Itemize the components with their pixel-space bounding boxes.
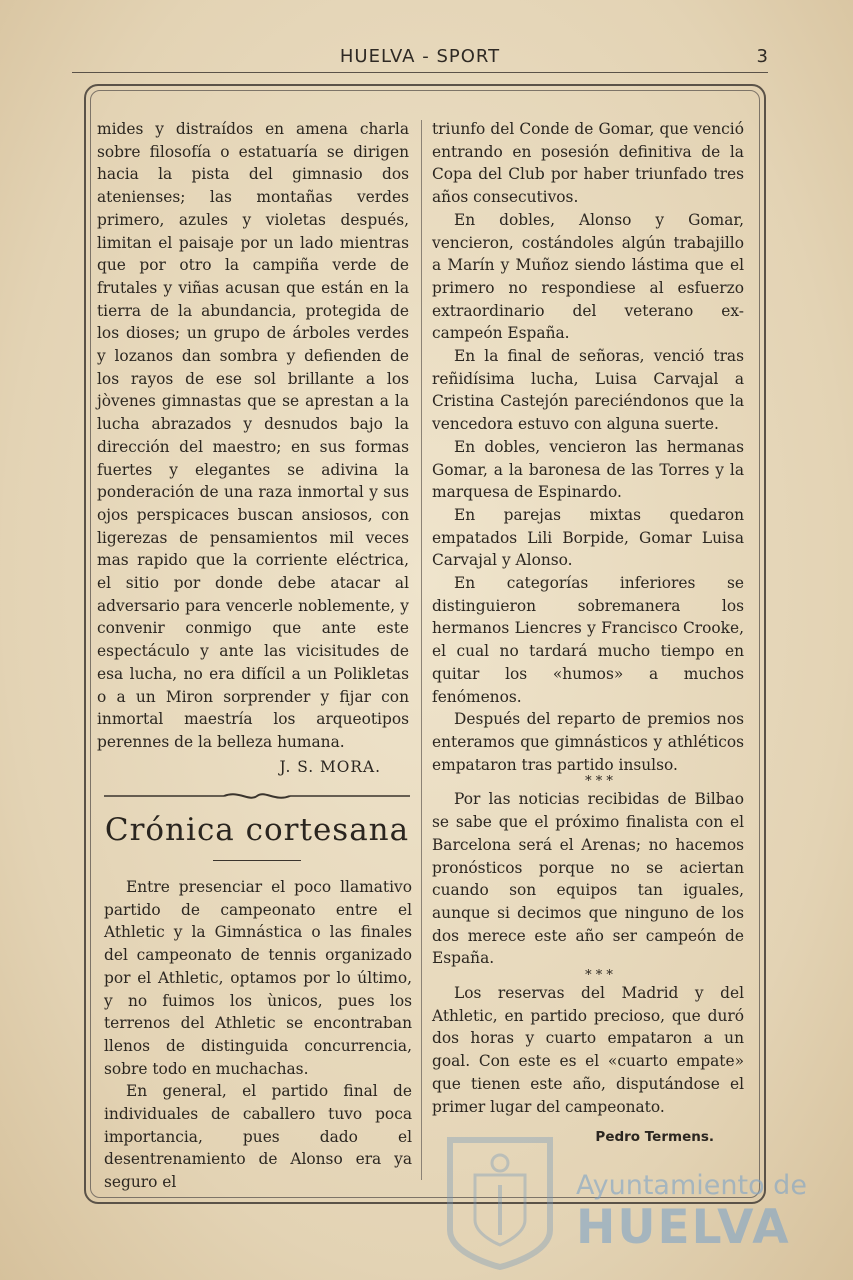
right-paragraph-7: Después del reparto de premios nos enteramos que gimnásticos y athléticos empataron tras partido insulso.: [432, 710, 744, 774]
ornamental-divider: [104, 788, 410, 804]
asterism-2: * * *: [585, 968, 613, 984]
section-body: [104, 876, 412, 1194]
right-paragraph-6: En categorías inferiores se distinguieron sobremanera los hermanos Liencres y Francisco Crooke, el cual no tardará mucho tiempo en quitar los «humos» a muchos fenómenos.: [432, 574, 744, 706]
column-divider: [421, 120, 422, 1180]
right-paragraph-8: Por las noticias recibidas de Bilbao se sabe que el próximo finalista con el Barcelona será el Arenas; no hacemos pronósticos porque no se aciertan cuando son equipos tan iguales, aunque si decimos que ninguno de los dos merece este año ser campeón de España.: [432, 790, 744, 968]
archive-stamp-icon: [445, 1135, 555, 1270]
left-column: [97, 118, 409, 778]
section-title-rule: [213, 860, 301, 861]
right-paragraph-5: En parejas mixtas quedaron empatados Lili Borpide, Gomar Luisa Carvajal y Alonso.: [432, 505, 744, 570]
watermark-line-1: Ayuntamiento de: [576, 1170, 807, 1201]
section-title: Crónica cortesana: [104, 812, 410, 848]
page-number: 3: [756, 46, 768, 67]
right-column: [432, 118, 744, 1149]
asterism-1: * * *: [585, 774, 613, 790]
author-signature: J. S. MORA.: [279, 757, 381, 776]
watermark-line-2: HUELVA: [576, 1200, 791, 1255]
right-paragraph-2: En dobles, Alonso y Gomar, vencieron, costándoles algún trabajillo a Marín y Muñoz siendo lástima que el primero no respondiese al esfuerzo extraordinario del veterano ex-campeón España.: [432, 210, 744, 343]
section-paragraph-2: En general, el partido final de individuales de caballero tuvo poca importancia, pues dado el desentrenamiento de Alonso era ya seguro el: [104, 1082, 412, 1192]
right-paragraph-9: Los reservas del Madrid y del Athletic, en partido precioso, que duró dos horas y cuarto empataron a un goal. Con este es el «cuarto empate» que tienen este año, disputándose el primer lugar del campeonato.: [432, 984, 744, 1116]
right-paragraph-4: En dobles, vencieron las hermanas Gomar, a la baronesa de las Torres y la marquesa de Espinardo.: [432, 437, 744, 502]
right-paragraph-1: triunfo del Conde de Gomar, que venció entrando en posesión definitiva de la Copa del Club por haber triunfado tres años consecutivos.: [432, 120, 744, 207]
section-paragraph-1: Entre presenciar el poco llamativo partido de campeonato entre el Athletic y la Gimnástica o las finales del campeonato de tennis organizado por el Athletic, optamos por lo último, y no fuimos los ùnicos, pues los terrenos del Athletic se encontraban llenos de distinguida concurrencia, sobre todo en muchachas.: [104, 878, 412, 1078]
running-header: [72, 44, 768, 70]
author-signature-right: Pedro Termens.: [595, 1129, 714, 1146]
left-paragraph: mides y distraídos en amena charla sobre filosofía o estatuaría se dirigen hacia la pista del gimnasio dos atenienses; las montañas verdes primero, azules y violetas después, limitan el paisaje por un lado mientras que por otro la campiña verde de frutales y viñas acusan que están en la tierra de la abundancia, protegida de los dioses; un grupo de árboles verdes y lozanos dan sombra y defienden de los rayos de ese sol brillante a los jòvenes gimnastas que se aprestan a la lucha abrazados y desnudos bajo la dirección del maestro; en sus formas fuertes y elegantes se adivina la ponderación de una raza inmortal y sus ojos perspicaces buscan ansiosos, con ligerezas de pensamientos mil veces mas rapido que la corriente eléctrica, el sitio por donde debe atacar al adversario para vencerle noblemente, y convenir conmigo que ante este espectáculo y ante las vicisitudes de esa lucha, no era difícil a un Polikletas o a un Miron sorprender y fijar con inmortal maestría los arqueotipos perennes de la belleza humana.: [97, 120, 409, 751]
header-rule: [72, 72, 768, 73]
publication-title: HUELVA - SPORT: [339, 46, 501, 67]
right-paragraph-3: En la final de señoras, venció tras reñidísima lucha, Luisa Carvajal a Cristina Castejón pareciéndonos que la vencedora estuvo con alguna suerte.: [432, 347, 744, 434]
